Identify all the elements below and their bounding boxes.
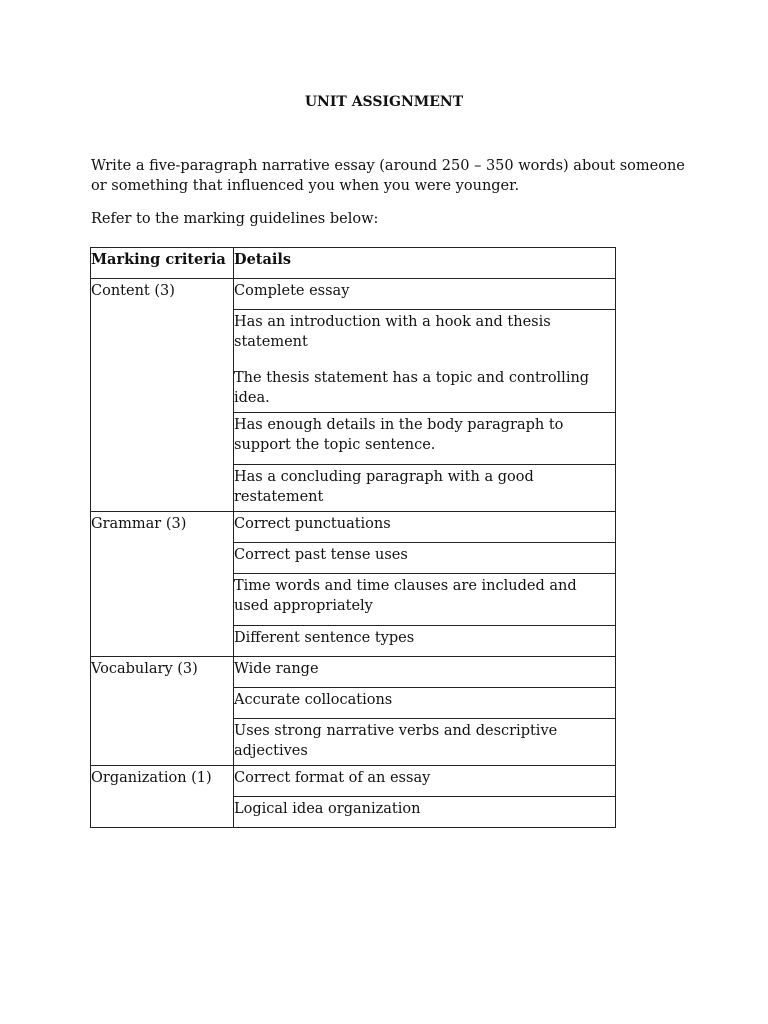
detail-cell: Logical idea organization xyxy=(234,797,616,828)
detail-cell: Correct past tense uses xyxy=(234,543,616,574)
detail-cell: Has enough details in the body paragraph to support the topic sentence. xyxy=(234,413,616,465)
detail-cell: Has a concluding paragraph with a good restatement xyxy=(234,465,616,512)
detail-text: The thesis statement has a topic and controlling idea. xyxy=(234,370,590,406)
detail-cell xyxy=(234,310,616,413)
detail-cell: Different sentence types xyxy=(234,626,616,657)
table-header-row xyxy=(91,248,616,279)
detail-cell: Uses strong narrative verbs and descriptive adjectives xyxy=(234,719,616,766)
assignment-instructions: Write a five-paragraph narrative essay (around 250 – 350 words) about someone or something that influenced you when you were younger. xyxy=(91,158,685,194)
criteria-organization: Organization (1) xyxy=(91,766,234,828)
detail-cell: Correct format of an essay xyxy=(234,766,616,797)
detail-cell: Complete essay xyxy=(234,279,616,310)
marking-rubric-table xyxy=(90,247,616,828)
marking-reference-note: Refer to the marking guidelines below: xyxy=(91,211,379,227)
detail-cell: Time words and time clauses are included and used appropriately xyxy=(234,574,616,626)
criteria-grammar: Grammar (3) xyxy=(91,512,234,657)
criteria-vocabulary: Vocabulary (3) xyxy=(91,657,234,766)
table-row xyxy=(91,766,616,797)
detail-text: Has an introduction with a hook and thesis statement xyxy=(234,314,551,350)
table-row xyxy=(91,512,616,543)
header-marking-criteria: Marking criteria xyxy=(91,248,234,279)
detail-cell: Wide range xyxy=(234,657,616,688)
header-details: Details xyxy=(234,248,616,279)
detail-cell: Correct punctuations xyxy=(234,512,616,543)
detail-cell: Accurate collocations xyxy=(234,688,616,719)
table-row xyxy=(91,279,616,310)
document-title: UNIT ASSIGNMENT xyxy=(304,94,464,110)
table-row xyxy=(91,657,616,688)
criteria-content: Content (3) xyxy=(91,279,234,512)
